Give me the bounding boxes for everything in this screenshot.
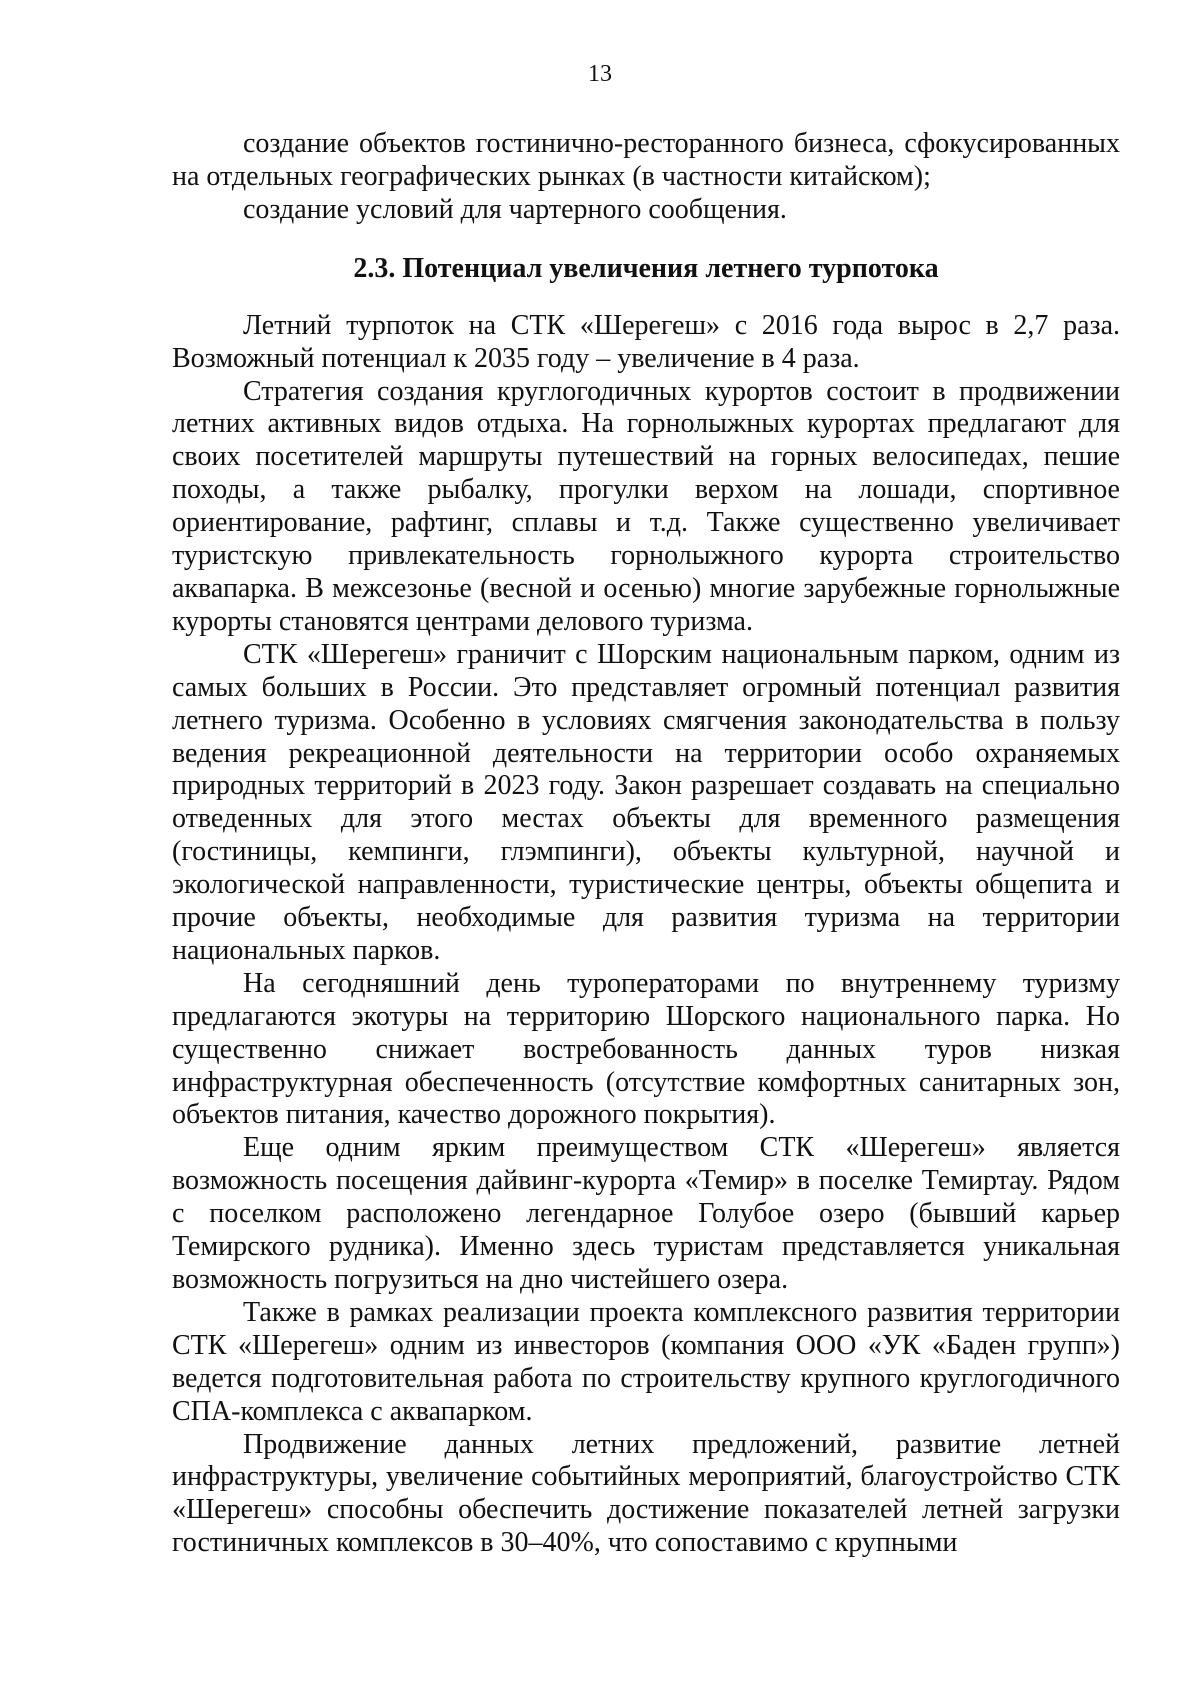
page-number: 13: [588, 61, 612, 87]
body-paragraph: Продвижение данных летних предложений, развитие летней инфраструктуры, увеличение событийных мероприятий, благоустройство СТК «Шерегеш» способны обеспечить достижение показателей летней загрузки гостиничных комплексов в 30–40%, что сопоставимо с крупными: [172, 1428, 1120, 1559]
page-content: [172, 128, 1120, 1560]
body-paragraph: На сегодняшний день туроператорами по внутреннему туризму предлагаются экотуры на территорию Шорского национального парка. Но существенно снижает востребованность данных туров низкая инфраструктурная обеспеченность (отсутствие комфортных санитарных зон, объектов питания, качество дорожного покрытия).: [172, 967, 1120, 1131]
body-paragraph: Также в рамках реализации проекта комплексного развития территории СТК «Шерегеш» одним из инвесторов (компания ООО «УК «Баден групп») ведется подготовительная работа по строительству крупного круглогодичного СПА-комплекса с аквапарком.: [172, 1296, 1120, 1427]
body-paragraph: Еще одним ярким преимуществом СТК «Шерегеш» является возможность посещения дайвинг-курорта «Темир» в поселке Темиртау. Рядом с поселком расположено легендарное Голубое озеро (бывший карьер Темирского рудника). Именно здесь туристам представляется уникальная возможность погрузиться на дно чистейшего озера.: [172, 1132, 1120, 1295]
body-paragraph: СТК «Шерегеш» граничит с Шорским национальным парком, одним из самых больших в России. Это представляет огромный потенциал развития летнего туризма. Особенно в условиях смягчения законодательства в пользу ведения рекреационной деятельности на территории особо охраняемых природных территорий в 2023 году. Закон разрешает создавать на специально отведенных для этого местах объекты для временного размещения (гостиницы, кемпинги, глэмпинги), объекты культурной, научной и экологической направленности, туристические центры, объекты общепита и прочие объекты, необходимые для развития туризма на территории национальных парков.: [172, 638, 1120, 966]
intro-paragraph: создание условий для чартерного сообщения.: [243, 193, 787, 225]
body-paragraph: Летний турпоток на СТК «Шерегеш» с 2016 года вырос в 2,7 раза. Возможный потенциал к 2035 году – увеличение в 4 раза.: [172, 309, 1120, 374]
section-heading: 2.3. Потенциал увеличения летнего турпотока: [353, 252, 939, 284]
body-paragraph: Стратегия создания круглогодичных курортов состоит в продвижении летних активных видов отдыха. На горнолыжных курортах предлагают для своих посетителей маршруты путешествий на горных велосипедах, пешие походы, а также рыбалку, прогулки верхом на лошади, спортивное ориентирование, рафтинг, сплавы и т.д. Также существенно увеличивает туристскую привлекательность горнолыжного курорта строительство аквапарка. В межсезонье (весной и осенью) многие зарубежные горнолыжные курорты становятся центрами делового туризма.: [172, 375, 1120, 637]
intro-paragraph: создание объектов гостинично-ресторанного бизнеса, сфокусированных на отдельных географических рынках (в частности китайском);: [172, 128, 1120, 192]
